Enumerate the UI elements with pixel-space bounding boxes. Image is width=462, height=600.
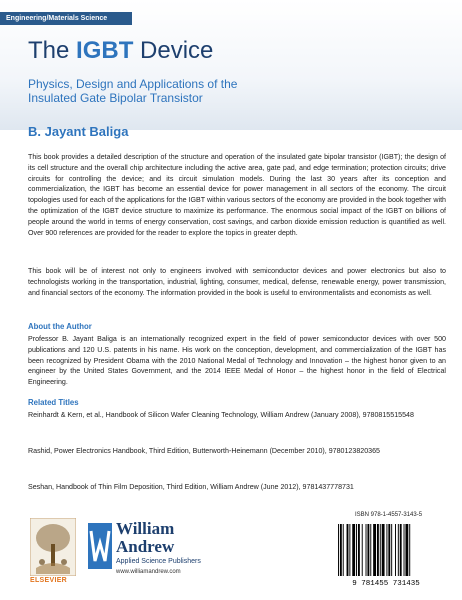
barcode-bar	[405, 524, 408, 576]
publisher-name-line-1: William	[116, 519, 175, 538]
barcode-bar	[366, 524, 367, 576]
about-author-heading: About the Author	[28, 322, 92, 331]
barcode-bar	[362, 524, 363, 576]
publisher-name-line-2: Andrew	[116, 537, 175, 556]
barcode-bar	[367, 524, 369, 576]
barcode-bar	[382, 524, 385, 576]
barcode-bar	[377, 524, 379, 576]
subject-tag: Engineering/Materials Science	[0, 12, 132, 25]
barcode-bar	[347, 524, 349, 576]
barcode-bar	[343, 524, 344, 576]
about-author-text: Professor B. Jayant Baliga is an internationally recognized expert in the field of power semiconductor devices with over 500 publications and 120 U.S. patents in his name. His work on the conception, development, and commercialization of the IGBT has been recognized by President Obama with the 2010 National Medal of Technology and Innovation – the highest honor given to an engineer by the United States Government, and the 2014 IEEE Medal of Honor – the highest honor in the field of Electrical Engineering.	[28, 335, 446, 387]
publisher-url: www.williamandrew.com	[116, 569, 181, 575]
barcode-bar	[400, 524, 402, 576]
barcode-bar	[391, 524, 392, 576]
publisher-tagline: Applied Science Publishers	[116, 558, 201, 565]
barcode-icon	[330, 522, 442, 588]
barcode-bar	[373, 524, 376, 576]
book-title	[28, 38, 213, 64]
author-name: B. Jayant Baliga	[28, 124, 129, 139]
william-andrew-logo-icon	[88, 523, 112, 569]
barcode-bar	[386, 524, 387, 576]
barcode-bar	[356, 524, 357, 576]
cover-header	[0, 0, 462, 139]
barcode-bar	[398, 524, 399, 576]
barcode-bar	[338, 524, 339, 576]
description-paragraph-1: This book provides a detailed description of the structure and operation of the insulated gate bipolar transistor (IGBT); the design of its cell structure and the overall chip architecture including the active area, gate pad, and edge termination; protection circuits; drive circuits for controlling the device; and its circuit simulation models. During the last 30 years after its conception and commercialization, the IGBT has become an essential device for power management in all sectors of the economy. The circuit topologies used for each of the applications for the IGBT within various sectors of the economy are provided in the book together with the optimization of the IGBT device structure to maximize its performance. The enormous social impact of the IGBT on billions of people around the world in terms of energy conservation, cost savings, and carbon dioxide emission reduction is quantified as well. Over 900 references are provided for the reader to explore the topics in greater depth.	[28, 153, 446, 237]
title-prefix: The	[28, 37, 77, 64]
related-title-item: Reinhardt & Kern, et al., Handbook of Silicon Wafer Cleaning Technology, William Andrew (January 2008), 9780815515548	[28, 411, 414, 419]
barcode-bar	[380, 524, 381, 576]
barcode-bar	[358, 524, 360, 576]
title-suffix: Device	[133, 37, 214, 64]
barcode-bar	[340, 524, 342, 576]
related-titles-heading: Related Titles	[28, 398, 79, 407]
elsevier-wordmark: ELSEVIER	[30, 577, 68, 584]
subtitle-line-1: Physics, Design and Applications of the	[28, 77, 238, 91]
related-title-item: Seshan, Handbook of Thin Film Deposition, Third Edition, William Andrew (June 2012), 9781437778731	[28, 483, 354, 491]
title-bold: IGBT	[76, 37, 134, 64]
description-paragraph-2: This book will be of interest not only to engineers involved with semiconductor devices and power electronics but also to technologists working in the transportation, industrial, lighting, consumer, medical, defense, renewable energy, power transmission, and financial sectors of the economy. The information provided in the book is useful to environmentalists and economists as well.	[28, 267, 446, 297]
barcode-bar	[370, 524, 371, 576]
barcode-bar	[388, 524, 390, 576]
barcode-bar	[404, 524, 405, 576]
barcode-bar	[352, 524, 355, 576]
book-subtitle	[28, 77, 428, 105]
barcode-digits: 9 781455 731435	[352, 580, 420, 588]
barcode-bar	[349, 524, 350, 576]
barcode-bar	[395, 524, 396, 576]
related-title-item: Rashid, Power Electronics Handbook, Third Edition, Butterworth-Heinemann (December 2010), 9780123820365	[28, 447, 380, 455]
barcode-bar	[409, 524, 410, 576]
isbn-label: ISBN 978-1-4557-3143-5	[355, 512, 423, 518]
subtitle-line-2: Insulated Gate Bipolar Transistor	[28, 91, 203, 105]
elsevier-tree-logo-icon	[30, 518, 76, 576]
